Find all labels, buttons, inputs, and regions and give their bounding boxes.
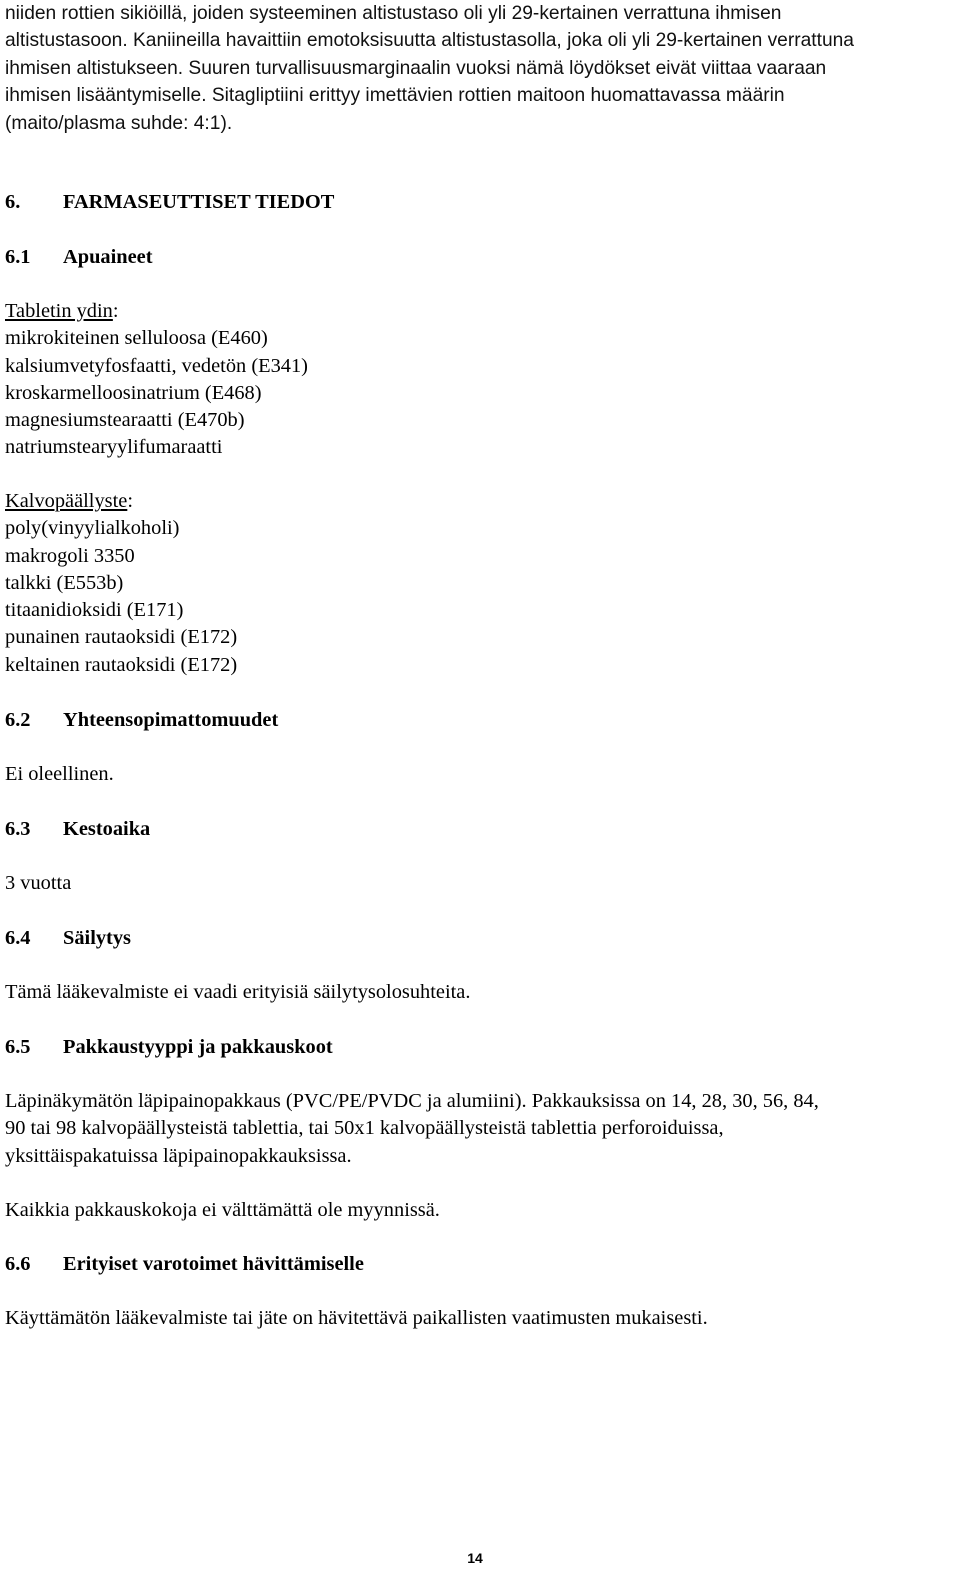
section-number: 6.1 — [5, 246, 31, 268]
section-6-5-heading — [5, 1034, 333, 1061]
coating-subheading-label: Kalvopäällyste — [5, 490, 128, 512]
core-subheading-label: Tabletin ydin — [5, 300, 113, 322]
body-line: yksittäispakatuissa läpipainopakkauksissa. — [5, 1144, 352, 1167]
section-number: 6.3 — [5, 818, 31, 840]
section-6-5-paragraph-2 — [5, 1197, 945, 1224]
body-text: Käyttämätön lääkevalmiste tai jäte on hävitettävä paikallisten vaatimusten mukaisesti. — [5, 1307, 708, 1329]
intro-line: (maito/plasma suhde: 4:1). — [5, 112, 233, 134]
section-number: 6.6 — [5, 1253, 31, 1275]
section-number: 6.5 — [5, 1036, 31, 1058]
section-title: FARMASEUTTISET TIEDOT — [63, 191, 335, 213]
page-number: 14 — [467, 1550, 483, 1566]
body-line: 90 tai 98 kalvopäällysteistä tablettia, tai 50x1 kalvopäällysteistä tablettia perforoiduissa, — [5, 1117, 724, 1140]
body-text: Kaikkia pakkauskokoja ei välttämättä ole myynnissä. — [5, 1199, 440, 1221]
section-6-3-text — [5, 870, 945, 897]
section-number: 6. — [5, 191, 21, 213]
excipients-core — [5, 298, 945, 462]
body-line: Läpinäkymätön läpipainopakkaus (PVC/PE/PVDC ja alumiini). Pakkauksissa on 14, 28, 30, 56, 84, — [5, 1090, 819, 1112]
section-6-2-heading — [5, 707, 278, 734]
excipient-item: poly(vinyylialkoholi) — [5, 517, 180, 540]
excipients-coating — [5, 488, 945, 679]
section-6-3-heading — [5, 816, 150, 843]
excipient-item: punainen rautaoksidi (E172) — [5, 626, 238, 649]
section-title: Pakkaustyyppi ja pakkauskoot — [63, 1036, 333, 1058]
intro-paragraph — [5, 0, 945, 137]
section-6-4-heading — [5, 925, 131, 952]
section-number: 6.2 — [5, 709, 31, 731]
section-6-1-heading — [5, 244, 153, 271]
excipient-item: keltainen rautaoksidi (E172) — [5, 653, 238, 676]
section-title: Säilytys — [63, 927, 131, 949]
excipient-item: makrogoli 3350 — [5, 544, 135, 567]
excipient-item: natriumstearyylifumaraatti — [5, 436, 223, 459]
intro-line: altistustasoon. Kaniineilla havaittiin emotoksisuutta altistustasolla, joka oli yli 29-kertainen verrattuna — [5, 30, 854, 52]
excipient-item: magnesiumstearaatti (E470b) — [5, 409, 245, 432]
section-title: Apuaineet — [63, 246, 153, 268]
section-6-2-text — [5, 761, 945, 788]
core-subheading: Tabletin ydin: — [5, 300, 119, 322]
section-6-heading — [5, 189, 334, 216]
section-6-6-text — [5, 1305, 945, 1332]
section-6-5-paragraph-1 — [5, 1088, 945, 1170]
excipient-item: titaanidioksidi (E171) — [5, 599, 184, 622]
intro-line: ihmisen lisääntymiselle. Sitagliptiini erittyy imettävien rottien maitoon huomattavassa määrin — [5, 85, 785, 107]
excipient-item: kroskarmelloosinatrium (E468) — [5, 381, 262, 404]
section-title: Kestoaika — [63, 818, 151, 840]
coating-subheading: Kalvopäällyste: — [5, 490, 133, 512]
body-text: Ei oleellinen. — [5, 763, 114, 785]
section-6-6-heading — [5, 1251, 364, 1278]
section-title: Erityiset varotoimet hävittämiselle — [63, 1253, 364, 1275]
section-title: Yhteensopimattomuudet — [63, 709, 279, 731]
excipient-item: mikrokiteinen selluloosa (E460) — [5, 327, 268, 350]
intro-line: ihmisen altistukseen. Suuren turvallisuusmarginaalin vuoksi nämä löydökset eivät viittaa vaaraan — [5, 57, 827, 79]
section-number: 6.4 — [5, 927, 31, 949]
body-text: Tämä lääkevalmiste ei vaadi erityisiä säilytysolosuhteita. — [5, 981, 471, 1003]
intro-line: niiden rottien sikiöillä, joiden systeeminen altistustaso oli yli 29-kertainen verrattuna ihmisen — [5, 3, 782, 24]
body-text: 3 vuotta — [5, 872, 72, 894]
excipient-item: kalsiumvetyfosfaatti, vedetön (E341) — [5, 354, 308, 377]
excipient-item: talkki (E553b) — [5, 571, 124, 594]
section-6-4-text — [5, 979, 945, 1006]
